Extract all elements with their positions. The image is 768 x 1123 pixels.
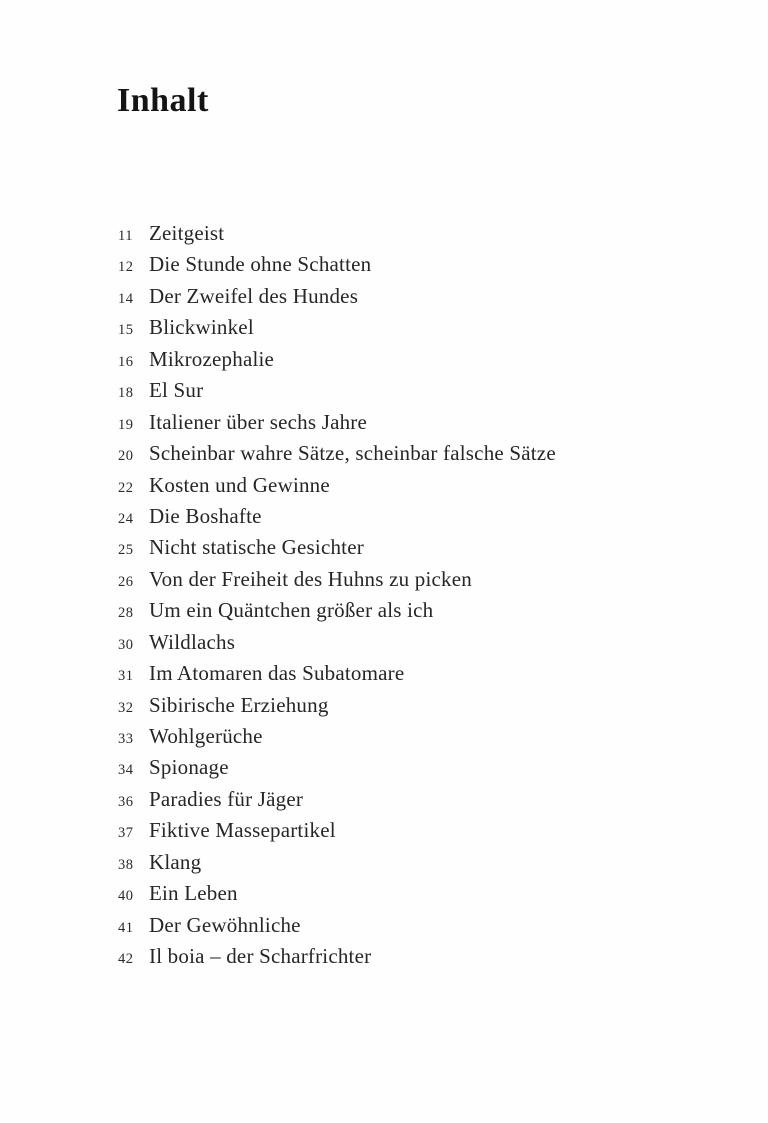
toc-page-number: 19 xyxy=(118,416,134,433)
toc-page-number: 41 xyxy=(118,919,134,936)
toc-entry-title: Ein Leben xyxy=(149,881,238,906)
toc-page-number: 14 xyxy=(118,290,134,307)
toc-entry-title: Von der Freiheit des Huhns zu picken xyxy=(149,566,472,591)
toc-page-number: 24 xyxy=(118,510,134,527)
toc-entry-title: Der Zweifel des Hundes xyxy=(149,283,359,308)
toc-row xyxy=(118,315,678,346)
toc-entry-title: Der Gewöhnliche xyxy=(149,912,301,937)
toc-row xyxy=(118,410,678,441)
toc-row xyxy=(118,693,678,724)
toc-entry-title: Spionage xyxy=(149,755,229,780)
toc-entry-title: Scheinbar wahre Sätze, scheinbar falsche Sätze xyxy=(149,441,556,466)
toc-page-number: 15 xyxy=(118,322,134,339)
toc-row xyxy=(118,441,678,472)
toc-page-number: 26 xyxy=(118,573,134,590)
toc-row xyxy=(118,944,678,975)
toc-entry-title: Klang xyxy=(149,849,202,874)
toc-entry-title: Mikrozephalie xyxy=(149,346,275,371)
toc-row xyxy=(118,913,678,944)
toc-row xyxy=(118,850,678,881)
toc-entry-title: Paradies für Jäger xyxy=(149,786,304,811)
toc-page-number: 22 xyxy=(118,479,134,496)
toc-entry-title: Blickwinkel xyxy=(149,315,254,340)
toc-row xyxy=(118,221,678,252)
toc-page-number: 11 xyxy=(118,228,133,244)
toc-page-number: 12 xyxy=(118,259,134,276)
toc-entry-title: Il boia – der Scharfrichter xyxy=(149,944,372,969)
toc-entry-title: Die Boshafte xyxy=(149,503,262,528)
toc-row xyxy=(118,284,678,315)
toc-row xyxy=(118,535,678,566)
toc-row xyxy=(118,630,678,661)
toc-row xyxy=(118,818,678,849)
toc-row xyxy=(118,504,678,535)
toc-page-number: 28 xyxy=(118,605,134,622)
toc-entry-title: Nicht statische Gesichter xyxy=(149,535,364,560)
toc-page-number: 34 xyxy=(118,762,134,779)
toc-entry-title: Um ein Quäntchen größer als ich xyxy=(149,598,434,623)
toc-entry-title: Kosten und Gewinne xyxy=(149,472,330,497)
toc-entry-title: Sibirische Erziehung xyxy=(149,692,329,717)
toc-page-number: 40 xyxy=(118,888,134,905)
toc-page-number: 42 xyxy=(118,951,134,968)
toc-page-number: 30 xyxy=(118,636,134,653)
toc-entry-title: Im Atomaren das Subatomare xyxy=(149,661,405,686)
toc-page-number: 33 xyxy=(118,731,134,747)
toc-page-number: 20 xyxy=(118,448,134,465)
toc-row xyxy=(118,567,678,598)
toc-page-number: 18 xyxy=(118,385,134,402)
toc-entry-title: Italiener über sechs Jahre xyxy=(149,409,368,434)
toc-page-number: 25 xyxy=(118,542,134,559)
toc-entry-title: Die Stunde ohne Schatten xyxy=(149,252,372,277)
toc-page-number: 16 xyxy=(118,353,134,370)
toc-entry-title: Wohlgerüche xyxy=(149,724,263,748)
toc-entry-title: Zeitgeist xyxy=(149,221,225,245)
toc-row xyxy=(118,598,678,629)
toc-page-number: 32 xyxy=(118,699,134,716)
toc-entry-title: Wildlachs xyxy=(149,629,236,654)
toc-row xyxy=(118,787,678,818)
toc-row xyxy=(118,881,678,912)
toc-page-number: 36 xyxy=(118,793,134,810)
toc-page-number: 38 xyxy=(118,856,134,873)
toc-entry-title: El Sur xyxy=(149,378,204,403)
toc-page-number: 37 xyxy=(118,825,134,842)
toc-row xyxy=(118,252,678,283)
toc-row xyxy=(118,473,678,504)
toc-row xyxy=(118,661,678,692)
toc-row xyxy=(118,378,678,409)
toc-entry-title: Fiktive Massepartikel xyxy=(149,818,336,843)
toc-page-number: 31 xyxy=(118,668,134,685)
toc-row xyxy=(118,724,678,755)
table-of-contents xyxy=(118,221,678,976)
page-title: Inhalt xyxy=(117,82,209,119)
toc-row xyxy=(118,347,678,378)
toc-row xyxy=(118,755,678,786)
